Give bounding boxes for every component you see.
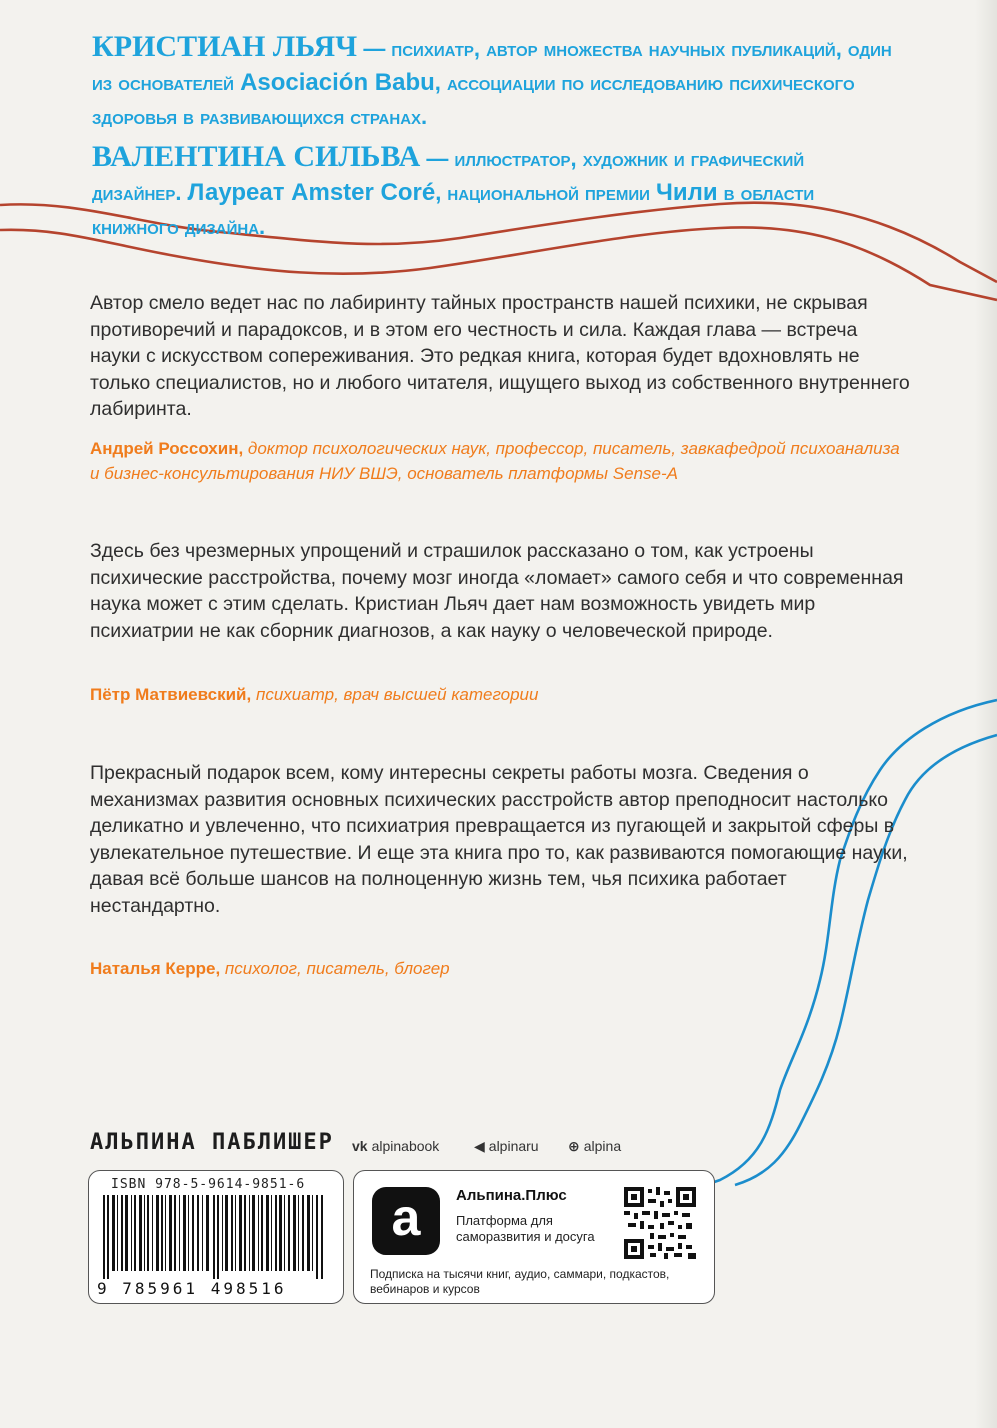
isbn-label: ISBN 978-5-9614-9851-6: [111, 1177, 306, 1192]
review-3-role: психолог, писатель, блогер: [220, 959, 450, 978]
bio-illustrator: [92, 140, 892, 244]
review-2-author: Пётр Матвиевский,: [90, 685, 252, 704]
review-1: [90, 290, 910, 423]
social-vk-label: alpinabook: [371, 1138, 440, 1154]
bio-illustrator-highlight: Лауреат Amster Coré: [187, 179, 436, 206]
plus-icon: ⊕: [568, 1138, 580, 1154]
review-1-author: Андрей Россохин,: [90, 439, 244, 458]
alpina-plus-app-icon: a: [372, 1187, 440, 1255]
social-alpina[interactable]: [568, 1138, 621, 1155]
promo-title: Альпина.Плюс: [456, 1187, 567, 1204]
promo-description: Подписка на тысячи книг, аудио, саммари, подкастов, вебинаров и курсов: [370, 1267, 670, 1296]
social-alpina-label: alpina: [583, 1138, 622, 1154]
bio-illustrator-name: ВАЛЕНТИНА СИЛЬВА: [92, 140, 421, 173]
barcode-icon: [103, 1195, 329, 1279]
bio-illustrator-text-1: — иллюстратор, художник и графический дизайнер.: [92, 146, 805, 205]
review-3-attribution: [90, 956, 910, 981]
isbn-box: [88, 1170, 344, 1304]
review-3-text: Прекрасный подарок всем, кому интересны секреты работы мозга. Сведения о механизмах развития основных психических расстройств автор преподносит настолько деликатно и увлеченно, что психиатрия превращается из пугающей и закрытой сферы в увлекательное путешествие. И еще эта книга про то, как развиваются помогающие науки, давая всё больше шансов на полноценную жизнь тем, чья психика работает нестандартно.: [90, 762, 908, 917]
review-3-author: Наталья Керре,: [90, 959, 221, 978]
review-1-attribution: [90, 436, 910, 486]
bio-author-highlight: Asociación Babu: [240, 69, 435, 96]
review-1-role: доктор психологических наук, профессор, писатель, завкафедрой психоанализа и бизнес-консультирования НИУ ВШЭ, основатель платформы Sense-A: [90, 439, 900, 483]
telegram-icon: ◀: [474, 1138, 485, 1154]
review-2-text: Здесь без чрезмерных упрощений и страшилок рассказано о том, как устроены психические расстройства, почему мозг иногда «ломает» самого себя и что современная наука может с этим сделать. Кристиан Льяч дает нам возможность увидеть мир психиатрии не как сборник диагнозов, а как науку о человеческой природе.: [90, 540, 904, 642]
bio-author: [92, 30, 892, 134]
review-1-text: Автор смело ведет нас по лабиринту тайных пространств нашей психики, не скрывая противоречий и парадоксов, и в этом его честность и сила. Каждая глава — встреча науки с искусством сопереживания. Это редкая книга, которая будет вдохновлять не только специалистов, но и любого читателя, ищущего выход из собственного внутреннего лабиринта.: [90, 292, 910, 420]
promo-subtitle: Платформа для саморазвития и досуга: [456, 1213, 595, 1244]
qr-code-icon[interactable]: [624, 1187, 696, 1259]
review-2: [90, 538, 910, 644]
bio-author-text-1: — психиатр, автор множества научных публикаций, один из основателей: [92, 36, 892, 95]
bio-illustrator-text-3: в области книжного дизайна.: [92, 180, 815, 239]
alpina-plus-promo[interactable]: [353, 1170, 715, 1304]
bio-author-text-2: , ассоциации по исследованию психического здоровья в развивающихся странах.: [92, 70, 855, 129]
vk-icon: vk: [352, 1138, 368, 1154]
publisher-row: [90, 1130, 650, 1166]
social-telegram-label: alpinaru: [488, 1138, 539, 1154]
bio-illustrator-highlight-2: Чили: [656, 179, 718, 206]
review-3: [90, 760, 910, 919]
bio-author-name: КРИСТИАН ЛЬЯЧ: [92, 30, 358, 63]
isbn-number: 9 785961 498516: [97, 1279, 287, 1298]
publisher-logo: АЛЬПИНА ПАБЛИШЕР: [90, 1130, 334, 1155]
bio-illustrator-text-2: , национальной премии: [435, 180, 656, 205]
social-vk[interactable]: [352, 1138, 439, 1154]
review-2-role: психиатр, врач высшей категории: [251, 685, 539, 704]
social-telegram[interactable]: [474, 1138, 539, 1155]
review-2-attribution: [90, 682, 910, 707]
